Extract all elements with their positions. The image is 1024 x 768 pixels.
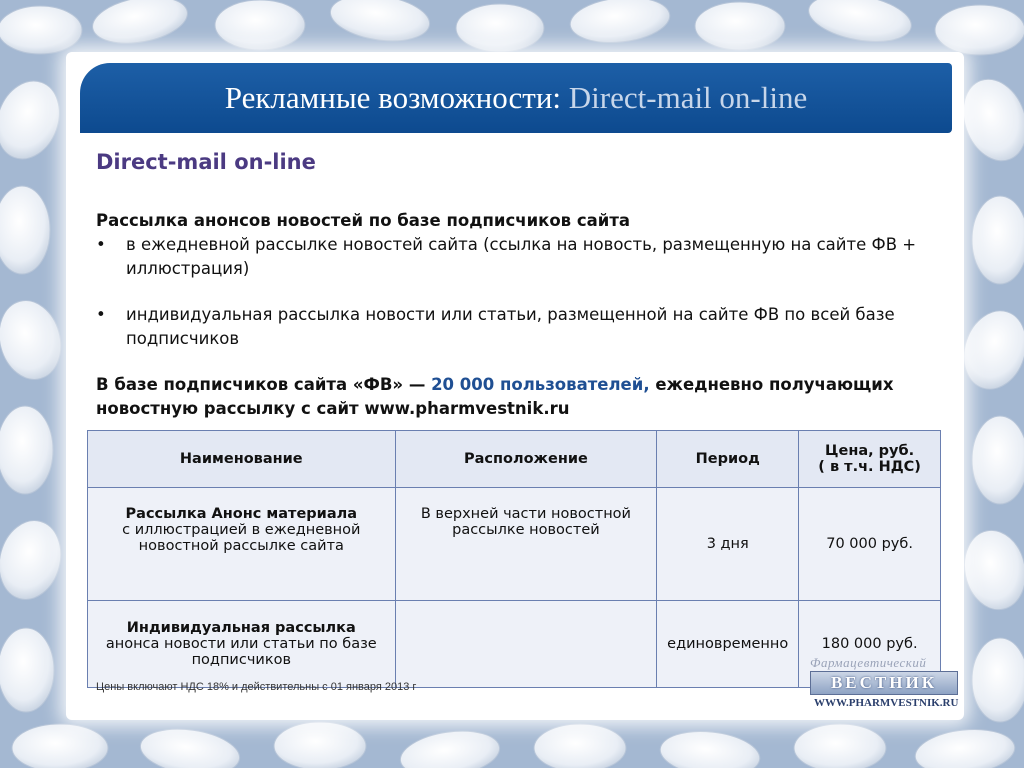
cell-location: В верхней части новостной рассылке новостей — [395, 488, 657, 601]
pharmvestnik-logo — [806, 655, 958, 713]
cell-name — [88, 601, 396, 688]
cell-price: 180 000 руб. — [799, 601, 941, 688]
cell-name-bold: Рассылка Анонс материала — [125, 506, 358, 522]
logo-name: ВЕСТНИК — [810, 671, 958, 695]
footnote: Цены включают НДС 18% и действительны с 01 января 2013 г — [96, 681, 417, 693]
logo-url: WWW.PHARMVESTNIK.RU — [814, 697, 959, 709]
bullet-symbol: • — [96, 235, 106, 254]
logo-script: Фармацевтический — [810, 655, 927, 670]
header-price — [799, 431, 941, 488]
subscribers-after: ежедневно получающих новостную рассылку с сайт www.pharmvestnik.ru — [96, 375, 894, 418]
price-table — [87, 430, 941, 688]
subscribers-note — [96, 373, 936, 421]
cell-period: единовременно — [657, 601, 799, 688]
bullet-text: индивидуальная рассылка новости или статьи, размещенной на сайте ФВ по всей базе подписчиков — [126, 305, 895, 348]
header-location: Расположение — [395, 431, 657, 488]
page-title — [225, 80, 807, 116]
cell-name-bold: Индивидуальная рассылка — [126, 620, 356, 636]
cell-location — [395, 601, 657, 688]
bullet-item — [96, 303, 936, 351]
title-main: Рекламные возможности: — [224, 80, 569, 115]
header-bar — [80, 63, 952, 133]
table-header-row — [88, 431, 941, 488]
header-name: Наименование — [88, 431, 396, 488]
header-price-line2: ( в т.ч. НДС) — [818, 459, 921, 475]
header-price-line1: Цена, руб. — [825, 443, 915, 459]
table-row — [88, 488, 941, 601]
subscribers-highlight: 20 000 пользователей, — [431, 375, 650, 394]
cell-period: 3 дня — [657, 488, 799, 601]
cell-name — [88, 488, 396, 601]
header-period: Период — [657, 431, 799, 488]
subscribers-before: В базе подписчиков сайта «ФВ» — — [96, 375, 432, 394]
cell-name-rest: с иллюстрацией в ежедневной новостной рассылке сайта — [122, 522, 361, 554]
title-accent: Direct-mail on-line — [568, 80, 808, 115]
intro-heading: Рассылка анонсов новостей по базе подписчиков сайта — [96, 211, 631, 230]
cell-name-rest: анонса новости или статьи по базе подписчиков — [105, 636, 377, 668]
bullet-symbol: • — [96, 305, 106, 324]
cell-price: 70 000 руб. — [799, 488, 941, 601]
bullet-item — [96, 233, 936, 281]
bullet-text: в ежедневной рассылке новостей сайта (ссылка на новость, размещенную на сайте ФВ + иллюстрация) — [126, 235, 917, 278]
section-subtitle: Direct-mail on-line — [96, 150, 316, 174]
body-text — [96, 209, 936, 421]
